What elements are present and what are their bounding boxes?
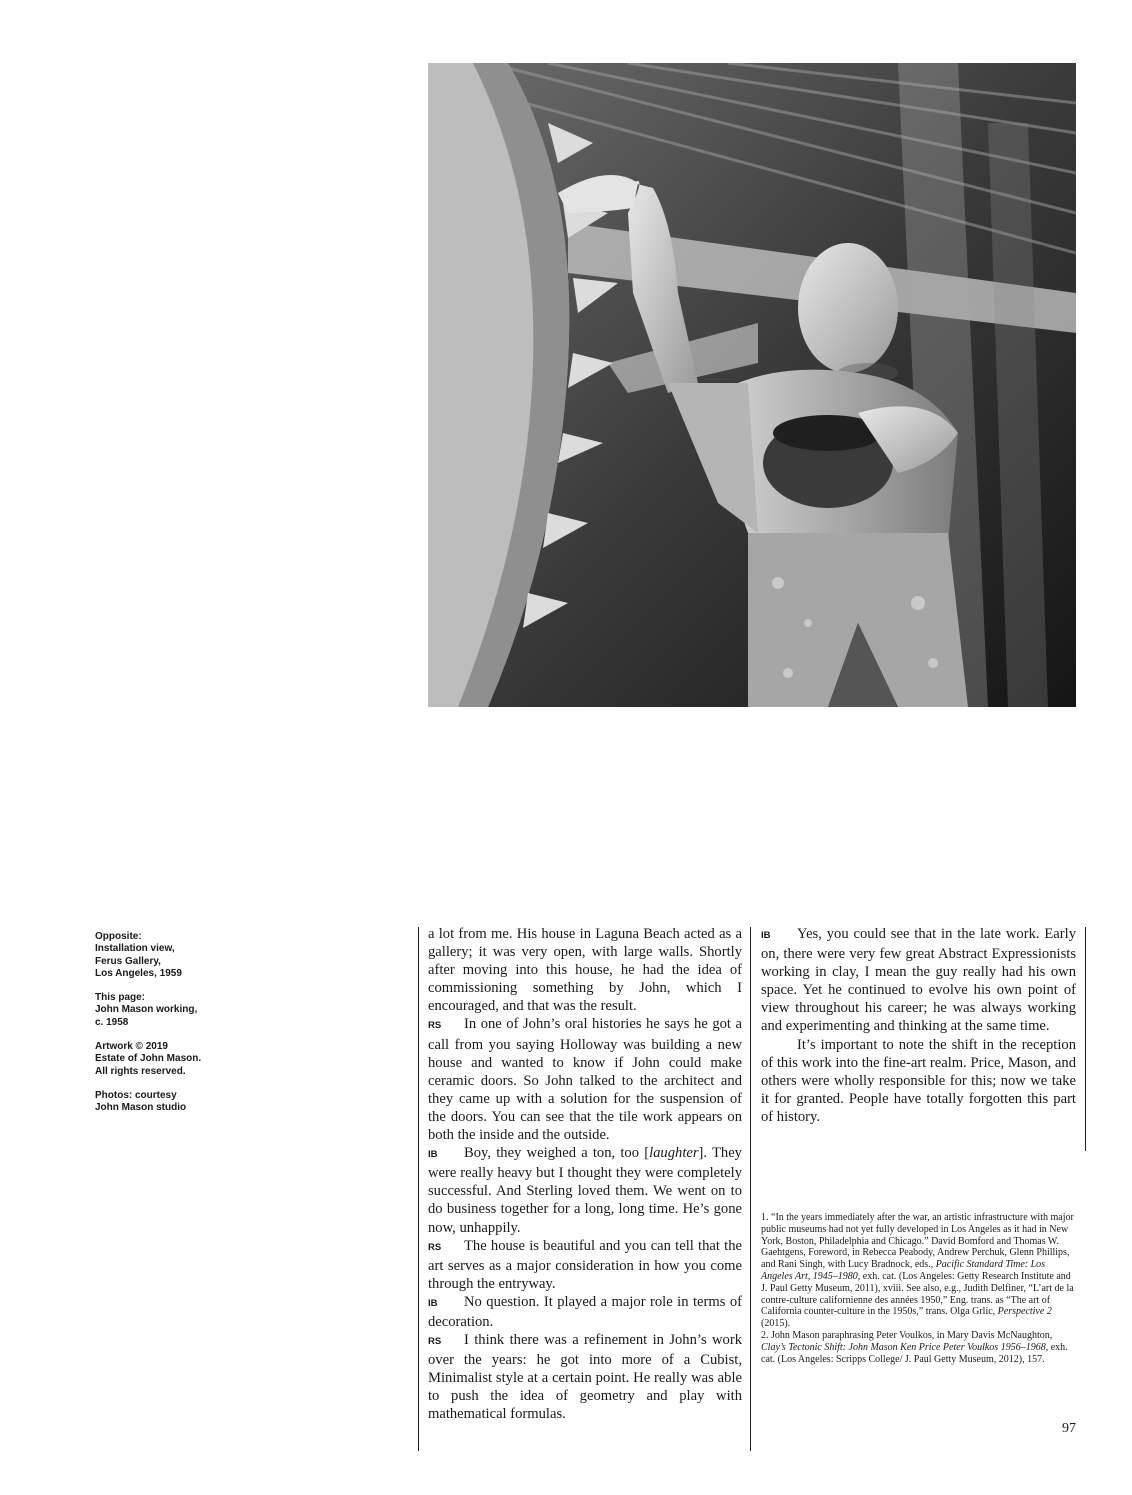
caption-line: This page: [95,992,146,1004]
paragraph-text: In one of John’s oral histories he says he got a call from you saying Holloway was building a new house and wanted to know if John could make ceramic doors. So John talked to the architect and they came up with a solution for the suspension of the doors. You can see that the tile work appears on both the inside and the outside. [428,1016,742,1144]
caption-line: Los Angeles, 1959 [95,967,182,979]
paragraph-text: ]. They were really heavy but I thought they were completely successful. And Sterling loved them. We went on to do business together for a long, long time. He’s gone now, unhappily. [428,1145,742,1236]
paragraph-text: Yes, you could see that in the late work. Early on, there were very few great Abstract Expressionists working in clay, I mean the guy really had his own space. Yet he continued to evolve his own point of view throughout his career; he was always working and experimenting and thinking at the same time. [761,926,1076,1035]
caption-line: All rights reserved. [95,1065,186,1077]
caption-opposite [95,931,265,980]
footnotes [761,1212,1076,1365]
footnote-2: 2. John Mason paraphrasing Peter Voulkos, in Mary Davis McNaughton, Clay’s Tectonic Shift: John Mason Ken Price Peter Voulkos 1956–1968, exh. cat. (Los Angeles: Scripps College/ J. Paul Getty Museum, 2012), 157. [761,1329,1068,1365]
caption-block [95,931,265,1127]
column-rule [750,927,751,1451]
speaker-label: IB [428,1149,438,1161]
page-number: 97 [1062,1421,1076,1436]
paragraph [428,1331,742,1423]
speaker-label: IB [428,1297,438,1309]
paragraph [428,1015,742,1144]
speaker-label: RS [428,1241,442,1253]
caption-line: c. 1958 [95,1016,129,1028]
paragraph-italic: laughter [649,1145,699,1162]
paragraph: a lot from me. His house in Laguna Beach acted as a gallery; it was very open, with large walls. Shortly after moving into this house, he had the idea of commissioning something by John, which I encouraged, and that was the result. [428,926,742,1015]
paragraph [428,1293,742,1331]
paragraph-text: I think there was a refinement in John’s work over the years: he got into more of a Cubist, Minimalist style at a certain point. He really was able to push the idea of geometry and play with mathematical formulas. [428,1332,742,1423]
speaker-label: IB [761,930,771,941]
caption-line: Opposite: [95,931,142,942]
column-rule [418,927,419,1451]
column-rule [1085,927,1086,1151]
footnote-1: 1. “In the years immediately after the war, an artistic infrastructure with major public museums had not yet fully developed in Los Angeles as it had in New York, Boston, Philadelphia and Chicago.” David Bomford and Thomas W. Gaehtgens, Foreword, in Rebecca Peabody, Andrew Perchuk, Glenn Phillips, and Rani Singh, with Lucy Bradnock, eds., Pacific Standard Time: Los Angeles Art, 1945–1980, exh. cat. (Los Angeles: Getty Research Institute and J. Paul Getty Museum, 2011), xviii. See also, e.g., Judith Delfiner, “L’art de la contre-culture californienne des années 1950,” Eng. trans. as “The art of California counter-culture in the 1950s,” trans. Olga Grlic, Perspective 2 (2015). [761,1212,1074,1330]
paragraph [428,1237,742,1293]
speaker-label: RS [428,1336,442,1348]
paragraph-text: The house is beautiful and you can tell that the art serves as a major consideration in how you come through the entryway. [428,1237,742,1292]
paragraph-text: No question. It played a major role in terms of decoration. [428,1293,742,1330]
speaker-label: RS [428,1020,442,1032]
paragraph [761,925,1076,1036]
paragraph [428,1144,742,1236]
caption-photo-credit [95,1090,265,1115]
caption-line: Photos: courtesy [95,1089,177,1101]
body-column-2 [761,925,1076,1126]
caption-artwork-copyright [95,1041,265,1078]
paragraph: It’s important to note the shift in the reception of this work into the fine-art realm. Price, Mason, and others were wholly responsible for this; now we take it for granted. People have totally forgotten this part of history. [761,1036,1076,1125]
paragraph-text: Boy, they weighed a ton, too [ [464,1145,650,1162]
caption-line: John Mason studio [95,1102,187,1114]
photo-john-mason-working [428,63,1076,707]
caption-line: Ferus Gallery, [95,955,161,967]
caption-line: John Mason working, [95,1004,198,1016]
caption-line: Installation view, [95,943,175,955]
caption-line: Artwork © 2019 [95,1041,168,1053]
photo-illustration [428,63,1076,707]
body-column-1 [428,925,742,1424]
caption-line: Estate of John Mason. [95,1053,202,1065]
caption-this-page [95,992,265,1029]
